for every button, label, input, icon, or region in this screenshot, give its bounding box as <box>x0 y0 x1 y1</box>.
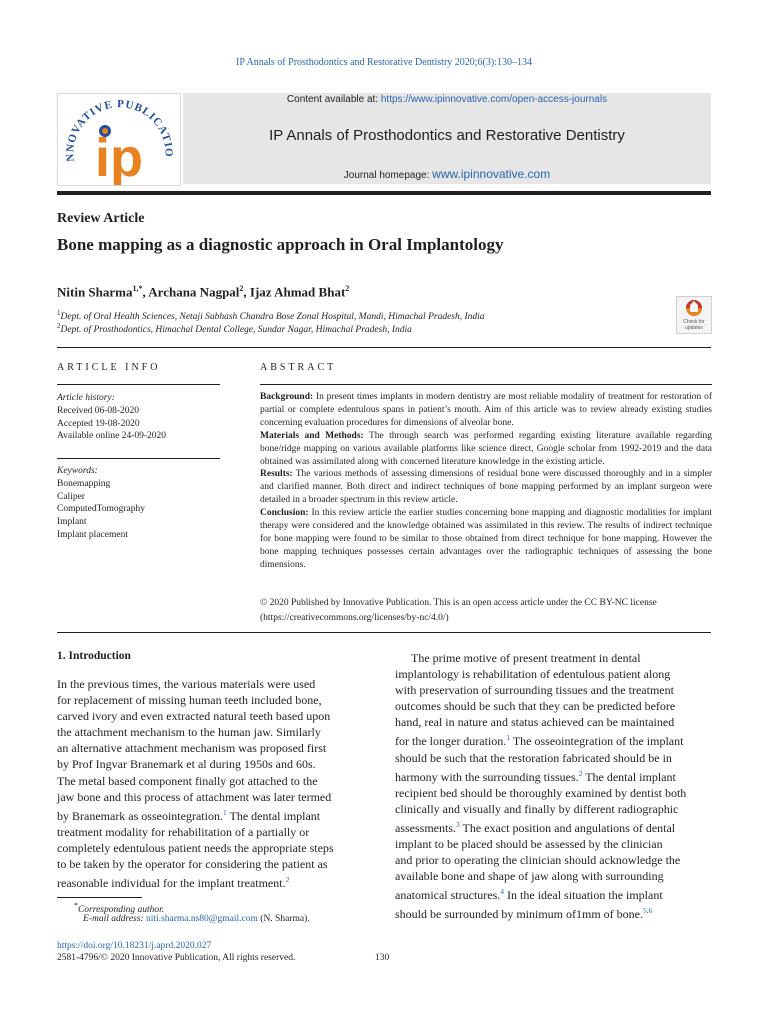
affiliation <box>57 322 412 335</box>
citation-link[interactable]: 2 <box>285 875 290 885</box>
content-available-line <box>183 94 711 105</box>
abstract-text: The through search was performed regarding existing literature available regarding bone/ridge mapping on various available platforms like science direct, Google scholar from 1992-2019 and the data obtained was assimilated along with concerned literature knowledge in the existing article. <box>260 430 712 467</box>
text-line: with preservation of surrounding tissues and the treatment <box>395 683 674 698</box>
text-line: hand, real in nature and status achieved can be maintained <box>395 715 675 730</box>
page-number: 130 <box>375 953 390 963</box>
text-line: recipient bed should be thoroughly examined by dentist both <box>395 785 687 800</box>
article-info-heading: ARTICLE INFO <box>57 362 161 373</box>
email-link[interactable]: niti.sharma.ns80@gmail.com <box>145 914 258 924</box>
text-fragment: should be surrounded by minimum of1mm of bone. <box>395 907 643 922</box>
email-note <box>83 913 310 926</box>
text-line: for replacement of missing human teeth included bone, <box>57 693 322 708</box>
citation-link[interactable]: 3 <box>456 819 460 829</box>
author-name[interactable]: Nitin Sharma <box>57 284 133 300</box>
text-fragment: The osseointegration of the implant <box>510 734 684 749</box>
article-history <box>57 392 166 443</box>
text-line: an alternative attachment mechanism was proposed first <box>57 741 327 756</box>
footnote-rule <box>57 897 142 898</box>
text-line: jaw bone and this process of attachment was later termed <box>57 789 332 804</box>
abstract-label: Results: <box>260 469 293 480</box>
text-line: available bone and shape of jaw along with surrounding <box>395 869 664 884</box>
text-fragment: The dental implant <box>226 808 321 823</box>
issn-line: 2581-4796/© 2020 Innovative Publication, All rights reserved. <box>57 953 296 963</box>
journal-homepage-line <box>183 167 711 181</box>
abstract-label: Background: <box>260 392 314 402</box>
logo-letters: ip <box>95 128 143 185</box>
intro-right-column <box>395 650 712 923</box>
text-line: In the previous times, the various materials were used <box>57 677 316 691</box>
text-fragment: harmony with the surrounding tissues. <box>395 769 579 784</box>
footnote-mark: * <box>74 901 78 910</box>
text-line <box>395 884 712 903</box>
citation-link[interactable]: 2 <box>578 768 583 778</box>
text-line <box>395 730 712 749</box>
abstract-section <box>260 468 712 507</box>
text-fragment: In the ideal situation the implant <box>504 888 663 903</box>
author-name[interactable]: Ijaz Ahmad Bhat <box>249 284 346 300</box>
email-tail: (N. Sharma). <box>257 914 310 924</box>
abstract-label: Conclusion: <box>260 508 309 519</box>
copyright-notice <box>260 596 712 626</box>
text-line: and prior to operating the clinician should acknowledge the <box>395 853 681 868</box>
doi-link[interactable]: https://doi.org/10.18231/j.aprd.2020.027 <box>57 941 212 951</box>
text-line: clinically and visually and finally by different radiographic <box>395 801 679 816</box>
history-entry: Available online 24-09-2020 <box>57 431 167 442</box>
citation-link[interactable]: 5,6 <box>642 906 653 916</box>
text-line: completely edentulous patient needs the appropriate steps <box>57 840 334 855</box>
history-entry: Received 06-08-2020 <box>57 405 140 416</box>
citation-link[interactable]: 1 <box>506 733 511 743</box>
text-line <box>395 817 712 836</box>
text-fragment: by Branemark as osseointegration. <box>57 808 223 823</box>
check-updates-line: updates <box>685 325 703 331</box>
copyright-line: © 2020 Published by Innovative Publication. This is an open access article under the CC BY-NC license <box>260 598 657 608</box>
keywords-list <box>57 465 145 542</box>
running-header: IP Annals of Prosthodontics and Restorative Dentistry 2020;6(3):130–134 <box>236 57 532 68</box>
content-available-label: Content available at: <box>286 94 379 105</box>
text-line: implant to be placed should be assessed by the clinician <box>395 837 663 852</box>
email-label: E-mail address: <box>83 914 144 924</box>
info-divider <box>57 384 220 385</box>
abstract-heading: ABSTRACT <box>260 362 337 373</box>
text-line: The prime motive of present treatment in dental <box>411 651 641 665</box>
history-entry: Accepted 19-08-2020 <box>57 418 140 429</box>
abstract-label: Materials and Methods: <box>260 430 364 441</box>
section-divider <box>57 347 711 348</box>
introduction-heading: 1. Introduction <box>57 650 131 662</box>
text-line <box>57 872 373 891</box>
keywords-divider <box>57 458 220 459</box>
text-line: to be taken by the operator for considering the patient as <box>57 857 328 872</box>
text-line: the attachment mechanism to the human jaw. Similarly <box>57 725 321 740</box>
keyword: Implant placement <box>57 529 128 540</box>
abstract-section <box>260 391 712 430</box>
citation-link[interactable]: 1 <box>222 807 227 817</box>
author-list: Nitin Sharma$^{1,*}$, Archana Nagpal$^2$, Ijaz Ahmad Bhat$^2$ <box>57 284 350 300</box>
affiliation-number: 2 <box>57 322 61 330</box>
affiliation-text: Dept. of Oral Health Sciences, Netaji Subhash Chandra Bose Zonal Hospital, Mandi, Himachal Pradesh, India <box>60 312 485 323</box>
author-mark: 1,* <box>132 284 143 293</box>
affiliation-text: Dept. of Prosthodontics, Himachal Dental College, Sundar Nagar, Himachal Pradesh, India <box>60 325 412 336</box>
abstract-body <box>260 391 712 572</box>
article-type: Review Article <box>57 211 145 226</box>
logo-arc-text: NNOVATIVE PUBLICATIO <box>64 98 175 163</box>
text-line: outcomes should be such that they can be predicted before <box>395 699 676 714</box>
abstract-text: The various methods of assessing dimensions of residual bone were discussed thoroughly and in a simpler and clarified manner. Both direct and indirect techniques of bone mapping performed by an implant surgeon were detailed in a broader spectrum in this review article. <box>260 469 712 506</box>
author-name[interactable]: Archana Nagpal <box>148 284 240 300</box>
text-line <box>395 766 712 785</box>
homepage-label: Journal homepage: <box>343 170 430 181</box>
text-fragment: assessments. <box>395 820 456 835</box>
footnote-label: Corresponding author. <box>77 905 165 916</box>
abstract-section <box>260 430 712 469</box>
abstract-text: In present times implants in modern dentistry are most reliable modality of treatment for restoration of partial or complete edentulous spans in patient’s mouth. Aim of this article was to review already existing studies concerning evaluation procedures for dimensions of alveolar bone. <box>260 392 712 428</box>
history-label: Article history: <box>57 393 115 403</box>
text-line: by Prof Ingvar Branemark et al during 1950s and 60s. <box>57 757 316 772</box>
keywords-label: Keywords: <box>57 466 98 476</box>
text-fragment: reasonable individual for the implant treatment. <box>57 876 286 891</box>
text-line: implantology is rehabilitation of edentulous patient along <box>395 667 671 682</box>
text-fragment: for the longer duration. <box>395 734 507 749</box>
affiliation <box>57 309 485 322</box>
abstract-text: In this review article the earlier studies concerning bone mapping and diagnostic modalities for implant therapy were considered and the knowledge obtained was assimilated in this review. The results of indirect technique for bone mapping were found to be similar to those obtained from direct technique for bone mapping. However the bone mapping techniques possesses certain advantages over the radiographic techniques of assessing the bone dimensions. <box>260 508 712 570</box>
keyword: Implant <box>57 517 87 528</box>
text-fragment: The dental implant <box>582 769 676 784</box>
intro-left-column <box>57 676 373 891</box>
keyword: ComputedTomography <box>57 504 145 515</box>
section-divider <box>57 632 711 633</box>
content-available-link[interactable]: https://www.ipinnovative.com/open-access-journals <box>380 94 608 105</box>
check-updates-label <box>676 319 712 331</box>
author-mark: 2 <box>239 284 244 293</box>
text-fragment: The exact position and angulations of dental <box>459 820 676 835</box>
license-link[interactable]: (https://creativecommons.org/licenses/by-nc/4.0/) <box>260 613 449 623</box>
keyword: Caliper <box>57 491 85 502</box>
ip-logo-icon <box>58 94 180 185</box>
header-rule <box>57 191 711 195</box>
affiliation-number: 1 <box>57 309 61 317</box>
text-line <box>57 805 373 824</box>
citation-link[interactable]: 4 <box>500 887 505 897</box>
keyword: Bonemapping <box>57 478 111 489</box>
paper-title: Bone mapping as a diagnostic approach in Oral Implantology <box>57 235 504 254</box>
check-updates-line: Check for <box>683 319 705 325</box>
author-mark: 2 <box>345 284 350 293</box>
text-line: The metal based component finally got attached to the <box>57 773 318 788</box>
publisher-logo <box>57 93 181 186</box>
abstract-divider <box>260 384 712 385</box>
text-line: should be such that the restoration fabricated should be in <box>395 750 672 765</box>
text-line: treatment modality for rehabilitation of a partially or <box>57 824 310 839</box>
journal-title: IP Annals of Prosthodontics and Restorative Dentistry <box>269 127 625 144</box>
abstract-section <box>260 507 712 572</box>
homepage-link[interactable]: www.ipinnovative.com <box>432 167 551 181</box>
text-line <box>395 903 712 922</box>
text-fragment: anatomical structures. <box>395 888 501 903</box>
text-line: carved ivory and even extracted natural teeth based upon <box>57 709 331 724</box>
